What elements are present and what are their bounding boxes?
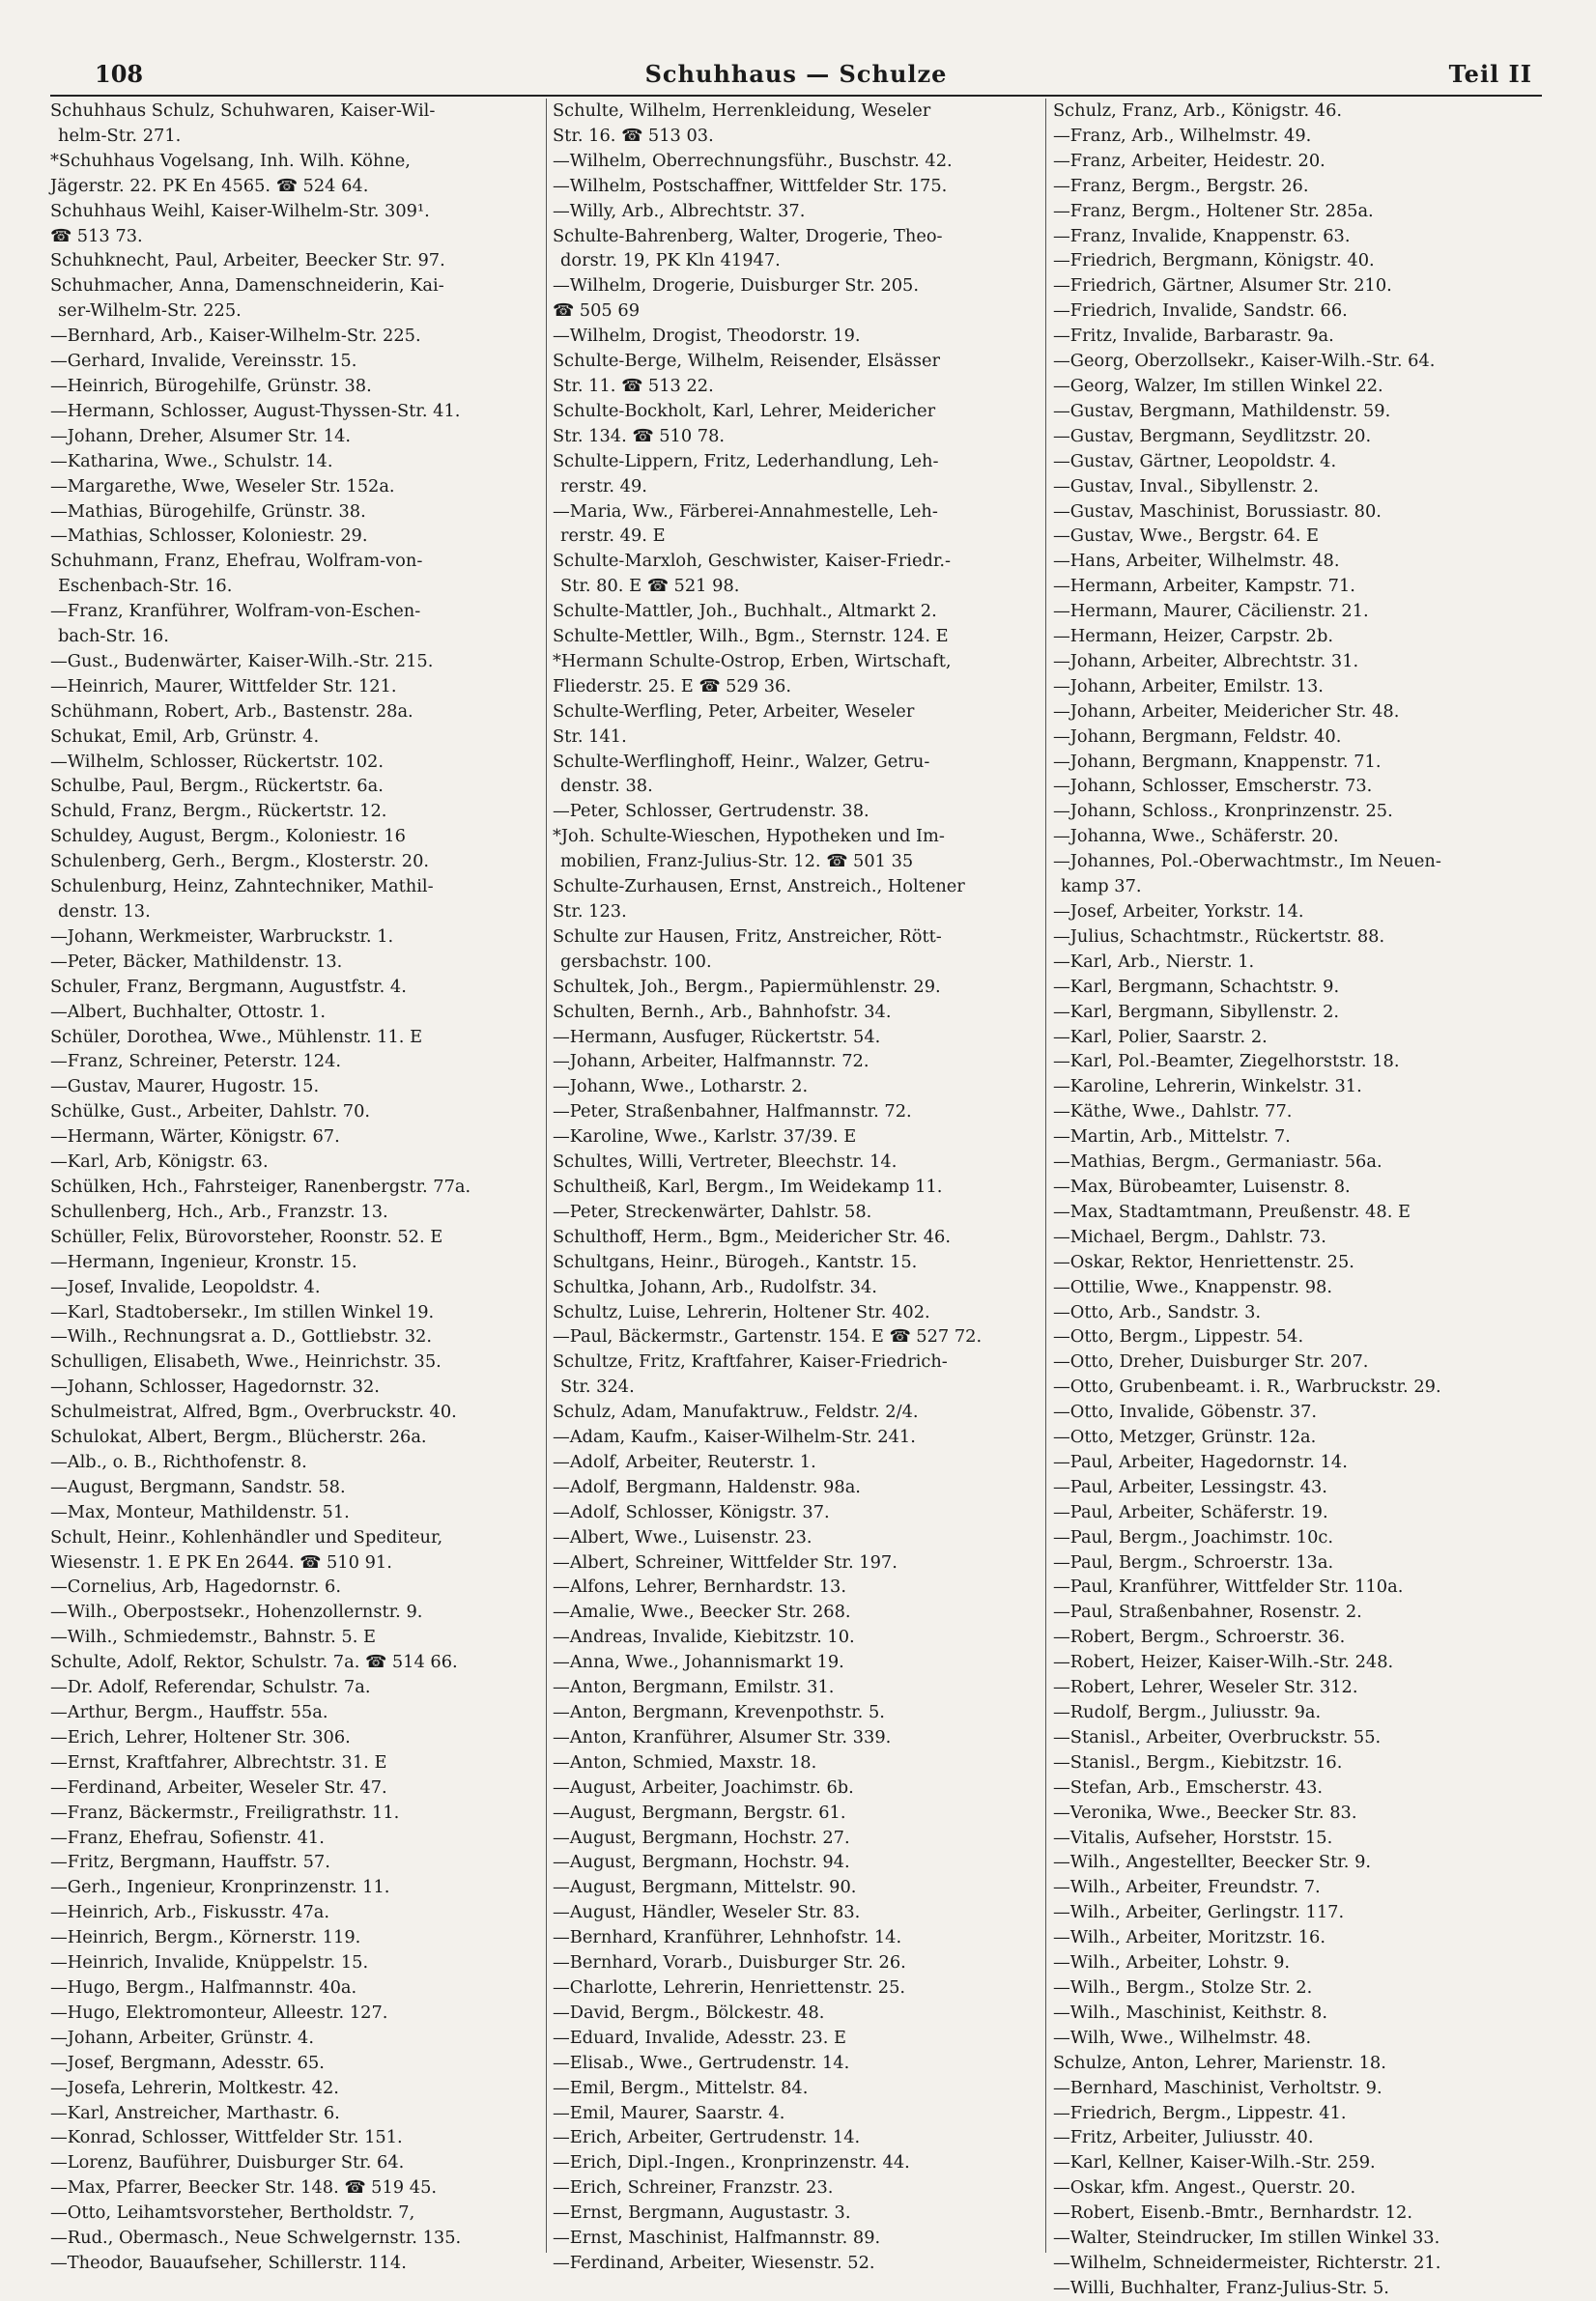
directory-line: —Albert, Buchhalter, Ottostr. 1. [50,1001,327,1022]
directory-line: Schuhhaus Schulz, Schuhwaren, Kaiser-Wil- [50,100,436,121]
directory-line: Schulte-Lippern, Fritz, Lederhandlung, Leh- [553,450,939,471]
directory-line: —Gustav, Maurer, Hugostr. 15. [50,1076,320,1097]
directory-line: *Hermann Schulte-Ostrop, Erben, Wirtschaft, [553,650,952,671]
directory-line: —Ferdinand, Arbeiter, Weseler Str. 47. [50,1776,387,1798]
directory-line: —Otto, Grubenbeamt. i. R., Warbruckstr. 29. [1053,1377,1441,1398]
directory-line: Schulz, Franz, Arb., Königstr. 46. [1053,100,1343,121]
directory-line: —Wilh., Arbeiter, Freundstr. 7. [1053,1877,1321,1898]
directory-line: —Heinrich, Bürogehilfe, Grünstr. 38. [50,375,372,396]
directory-line: —Franz, Bergm., Bergstr. 26. [1053,175,1309,196]
directory-line: —Franz, Arb., Wilhelmstr. 49. [1053,125,1312,146]
directory-line: Schulthoff, Herm., Bgm., Meidericher Str. 46. [553,1226,951,1247]
directory-line: —Bernhard, Arb., Kaiser-Wilhelm-Str. 225. [50,326,421,347]
directory-line: Schulte-Zurhausen, Ernst, Anstreich., Holtener [553,876,965,897]
directory-line: —Otto, Bergm., Lippestr. 54. [1053,1326,1304,1348]
page-header [50,56,1542,97]
directory-line: —Otto, Invalide, Göbenstr. 37. [1053,1402,1318,1423]
directory-line: Schulte, Adolf, Rektor, Schulstr. 7a. ☎ 514 66. [50,1652,458,1673]
directory-line: Schulte zur Hausen, Fritz, Anstreicher, Rött- [553,925,942,947]
directory-line: —Johann, Bergmann, Feldstr. 40. [1053,725,1342,747]
directory-line: —Julius, Schachtmstr., Rückertstr. 88. [1053,925,1385,947]
directory-line: —Franz, Arbeiter, Heidestr. 20. [1053,150,1325,171]
directory-line: —Paul, Bäckermstr., Gartenstr. 154. E ☎ 527 72. [553,1326,983,1348]
directory-line: —Johannes, Pol.-Oberwachtmstr., Im Neuen- [1053,851,1441,872]
directory-line: Schülken, Hch., Fahrsteiger, Ranenbergstr. 77a. [50,1176,471,1197]
directory-line: —Gustav, Wwe., Bergstr. 64. E [1053,526,1320,547]
directory-line: —Bernhard, Kranführer, Lehnhofstr. 14. [553,1927,902,1948]
directory-line: —Wilh., Arbeiter, Moritzstr. 16. [1053,1927,1325,1948]
directory-line: —Anton, Schmied, Maxstr. 18. [553,1751,817,1773]
directory-line: —Karl, Stadtobersekr., Im stillen Winkel 19. [50,1301,435,1322]
directory-line: Schultze, Fritz, Kraftfahrer, Kaiser-Friedrich- [553,1351,948,1373]
directory-line: Str. 134. ☎ 510 78. [553,425,726,446]
directory-line: —Josef, Invalide, Leopoldstr. 4. [50,1276,321,1297]
page-number: 108 [95,60,144,88]
directory-line: —Adam, Kaufm., Kaiser-Wilhelm-Str. 241. [553,1427,916,1448]
directory-line: —Karl, Anstreicher, Marthastr. 6. [50,2102,340,2123]
directory-line: —Hugo, Elektromonteur, Alleestr. 127. [50,2002,388,2023]
directory-line: —Hermann, Schlosser, August-Thyssen-Str. 41. [50,400,461,421]
directory-line: —Franz, Kranführer, Wolfram-von-Eschen- [50,601,421,622]
directory-line: ☎ 513 73. [50,225,143,246]
directory-line: —Wilhelm, Drogerie, Duisburger Str. 205. [553,275,920,297]
directory-line: —Hermann, Maurer, Cäcilienstr. 21. [1053,601,1369,622]
directory-line: Schulte-Werfling, Peter, Arbeiter, Weseler [553,700,915,722]
directory-line: Schulte, Wilhelm, Herrenkleidung, Weseler [553,100,931,121]
directory-line: —Johann, Arbeiter, Halfmannstr. 72. [553,1051,869,1072]
directory-line: helm-Str. 271. [58,125,182,146]
directory-line: —Hermann, Ingenieur, Kronstr. 15. [50,1251,357,1272]
directory-line: —Adolf, Arbeiter, Reuterstr. 1. [553,1451,816,1472]
directory-line: —Oskar, Rektor, Henriettenstr. 25. [1053,1251,1354,1272]
directory-line: —Johann, Dreher, Alsumer Str. 14. [50,425,352,446]
directory-line: Schultheiß, Karl, Bergm., Im Weidekamp 11. [553,1176,943,1197]
directory-line: —Karl, Polier, Saarstr. 2. [1053,1026,1268,1047]
directory-line: —Cornelius, Arb, Hagedornstr. 6. [50,1577,341,1598]
directory-line: —Amalie, Wwe., Beecker Str. 268. [553,1602,851,1623]
directory-line: Schulte-Bahrenberg, Walter, Drogerie, Theo- [553,225,943,246]
part-label: Teil II [1448,60,1532,88]
directory-line: —Franz, Schreiner, Peterstr. 124. [50,1051,342,1072]
directory-line: Schultes, Willi, Vertreter, Bleechstr. 14. [553,1151,898,1173]
directory-line: —Wilh., Arbeiter, Lohstr. 9. [1053,1952,1291,1974]
directory-line: —Wilh., Angestellter, Beecker Str. 9. [1053,1852,1372,1873]
directory-line: —Hermann, Arbeiter, Kampstr. 71. [1053,576,1355,597]
directory-line: —Paul, Arbeiter, Schäferstr. 19. [1053,1501,1328,1522]
directory-line: *Joh. Schulte-Wieschen, Hypotheken und Im- [553,826,945,847]
directory-line: Schuhmann, Franz, Ehefrau, Wolfram-von- [50,551,423,572]
directory-line: Schulze, Anton, Lehrer, Marienstr. 18. [1053,2052,1386,2073]
directory-line: —Wilhelm, Postschaffner, Wittfelder Str. 175. [553,175,948,196]
directory-line: —Wilh., Rechnungsrat a. D., Gottliebstr. 32. [50,1326,432,1348]
directory-line: Schulligen, Elisabeth, Wwe., Heinrichstr. 35. [50,1351,442,1373]
directory-line: —Albert, Schreiner, Wittfelder Str. 197. [553,1551,898,1573]
directory-line: —Gustav, Maschinist, Borussiastr. 80. [1053,500,1382,522]
directory-line: Schüller, Felix, Bürovorsteher, Roonstr. 52. E [50,1226,443,1247]
directory-line: rerstr. 49. E [560,526,666,547]
directory-line: —August, Arbeiter, Joachimstr. 6b. [553,1776,854,1798]
directory-line: Fliederstr. 25. E ☎ 529 36. [553,675,791,696]
directory-line: —Margarethe, Wwe, Weseler Str. 152a. [50,475,395,497]
directory-line: —Heinrich, Maurer, Wittfelder Str. 121. [50,675,397,696]
directory-line: —Otto, Arb., Sandstr. 3. [1053,1301,1262,1322]
directory-line: —Karl, Arb, Königstr. 63. [50,1151,269,1173]
directory-line: —Stefan, Arb., Emscherstr. 43. [1053,1776,1324,1798]
directory-line: Schulenburg, Heinz, Zahntechniker, Mathil- [50,876,434,897]
directory-line: —Heinrich, Arb., Fiskusstr. 47a. [50,1902,330,1923]
directory-line: dorstr. 19, PK Kln 41947. [560,250,781,271]
directory-line: —Georg, Oberzollsekr., Kaiser-Wilh.-Str. 64. [1053,351,1436,372]
directory-line: Str. 141. [553,725,627,747]
directory-line: bach-Str. 16. [58,626,169,647]
directory-line: —Wilh, Wwe., Wilhelmstr. 48. [1053,2027,1312,2048]
directory-line: —Martin, Arb., Mittelstr. 7. [1053,1126,1291,1148]
directory-line: Schulten, Bernh., Arb., Bahnhofstr. 34. [553,1001,892,1022]
directory-line: Schultek, Joh., Bergm., Papiermühlenstr. 29. [553,976,941,997]
directory-line: —Hermann, Ausfuger, Rückertstr. 54. [553,1026,881,1047]
directory-line: —Erich, Arbeiter, Gertrudenstr. 14. [553,2127,861,2148]
column-divider [1045,99,1046,2253]
directory-line: —Gerhard, Invalide, Vereinsstr. 15. [50,351,357,372]
directory-line: —Karoline, Wwe., Karlstr. 37/39. E [553,1126,857,1148]
directory-line: —Veronika, Wwe., Beecker Str. 83. [1053,1802,1357,1823]
directory-line: —Karl, Arb., Nierstr. 1. [1053,951,1255,972]
directory-line: —August, Bergmann, Bergstr. 61. [553,1802,846,1823]
directory-line: —Paul, Bergm., Schroerstr. 13a. [1053,1551,1334,1573]
directory-line: Str. 80. E ☎ 521 98. [560,576,740,597]
directory-line: Schult, Heinr., Kohlenhändler und Spediteur, [50,1526,443,1548]
directory-line: —Robert, Heizer, Kaiser-Wilh.-Str. 248. [1053,1652,1394,1673]
directory-line: Schulbe, Paul, Bergm., Rückertstr. 6a. [50,776,384,797]
directory-line: Eschenbach-Str. 16. [58,576,233,597]
directory-line: Schultka, Johann, Arb., Rudolfstr. 34. [553,1276,877,1297]
directory-line: ser-Wilhelm-Str. 225. [58,300,242,322]
directory-line: —Gerh., Ingenieur, Kronprinzenstr. 11. [50,1877,390,1898]
directory-line: —Johann, Arbeiter, Albrechtstr. 31. [1053,650,1359,671]
directory-line: —Erich, Schreiner, Franzstr. 23. [553,2177,834,2199]
directory-line: *Schuhhaus Vogelsang, Inh. Wilh. Köhne, [50,150,411,171]
directory-line: Schultz, Luise, Lehrerin, Holtener Str. 402. [553,1301,930,1322]
directory-line: —Stanisl., Bergm., Kiebitzstr. 16. [1053,1751,1343,1773]
directory-line: —Ernst, Kraftfahrer, Albrechtstr. 31. E [50,1751,387,1773]
directory-line: —Hermann, Wärter, Königstr. 67. [50,1126,340,1148]
directory-line: Schukat, Emil, Arb, Grünstr. 4. [50,725,320,747]
directory-line: Str. 11. ☎ 513 22. [553,375,714,396]
directory-line: —Peter, Schlosser, Gertrudenstr. 38. [553,801,869,822]
directory-line: —Ottilie, Wwe., Knappenstr. 98. [1053,1276,1332,1297]
directory-line: —Johanna, Wwe., Schäferstr. 20. [1053,826,1339,847]
directory-line: Schulte-Bockholt, Karl, Lehrer, Meidericher [553,400,936,421]
directory-line: —Maria, Ww., Färberei-Annahmestelle, Leh- [553,500,938,522]
directory-line: —Josef, Bergmann, Adesstr. 65. [50,2052,325,2073]
directory-line: —Oskar, kfm. Angest., Querstr. 20. [1053,2177,1356,2199]
directory-line: Str. 324. [560,1377,635,1398]
directory-line: —Willy, Arb., Albrechtstr. 37. [553,200,806,221]
directory-line: —Alfons, Lehrer, Bernhardstr. 13. [553,1577,847,1598]
directory-line: —Wilhelm, Drogist, Theodorstr. 19. [553,326,861,347]
directory-line: —Mathias, Bürogehilfe, Grünstr. 38. [50,500,366,522]
directory-line: —Heinrich, Bergm., Körnerstr. 119. [50,1927,361,1948]
directory-line: —Theodor, Bauaufseher, Schillerstr. 114. [50,2252,407,2273]
directory-line: —Michael, Bergm., Dahlstr. 73. [1053,1226,1326,1247]
directory-line: —Johann, Arbeiter, Meidericher Str. 48. [1053,700,1400,722]
directory-line: —Wilhelm, Schlosser, Rückertstr. 102. [50,751,385,772]
column-right [1053,99,1546,2298]
directory-line: —Adolf, Bergmann, Haldenstr. 98a. [553,1476,861,1497]
directory-line: —Friedrich, Invalide, Sandstr. 66. [1053,300,1348,322]
directory-line: —Karl, Pol.-Beamter, Ziegelhorststr. 18. [1053,1051,1400,1072]
directory-line: —Gustav, Bergmann, Mathildenstr. 59. [1053,400,1391,421]
directory-line: —Hermann, Heizer, Carpstr. 2b. [1053,626,1333,647]
directory-line: —Franz, Bäckermstr., Freiligrathstr. 11. [50,1802,400,1823]
directory-line: —Katharina, Wwe., Schulstr. 14. [50,450,333,471]
directory-line: —Gustav, Gärtner, Leopoldstr. 4. [1053,450,1337,471]
directory-line: Schulz, Adam, Manufaktruw., Feldstr. 2/4. [553,1402,919,1423]
directory-line: —Robert, Lehrer, Weseler Str. 312. [1053,1677,1358,1698]
directory-line: —Anton, Bergmann, Krevenpothstr. 5. [553,1702,885,1722]
directory-line: —Fritz, Arbeiter, Juliusstr. 40. [1053,2127,1314,2148]
directory-line: —Anton, Kranführer, Alsumer Str. 339. [553,1726,892,1747]
directory-line: —August, Bergmann, Hochstr. 27. [553,1827,850,1848]
directory-line: Schulokat, Albert, Bergm., Blücherstr. 26a. [50,1427,427,1448]
directory-line: —Emil, Bergm., Mittelstr. 84. [553,2077,809,2098]
directory-line: —Elisab., Wwe., Gertrudenstr. 14. [553,2052,850,2073]
directory-line: —Heinrich, Invalide, Knüppelstr. 15. [50,1952,369,1974]
directory-line: rerstr. 49. [560,475,647,497]
directory-line: —David, Bergm., Bölckestr. 48. [553,2002,825,2023]
directory-line: —Rud., Obermasch., Neue Schwelgernstr. 135. [50,2228,462,2249]
directory-line: —Adolf, Schlosser, Königstr. 37. [553,1501,830,1522]
directory-line: —Gustav, Bergmann, Seydlitzstr. 20. [1053,425,1372,446]
directory-line: —Rudolf, Bergm., Juliusstr. 9a. [1053,1702,1322,1722]
directory-line: —Wilhelm, Schneidermeister, Richterstr. 21. [1053,2252,1441,2273]
directory-line: Schulte-Berge, Wilhelm, Reisender, Elsässer [553,351,940,372]
column-divider [546,99,547,2253]
directory-line: —Alb., o. B., Richthofenstr. 8. [50,1451,307,1472]
directory-line: Str. 123. [553,901,627,922]
directory-line: —Ferdinand, Arbeiter, Wiesenstr. 52. [553,2252,875,2273]
directory-line: —Paul, Arbeiter, Hagedornstr. 14. [1053,1451,1348,1472]
directory-line: Schuhmacher, Anna, Damenschneiderin, Kai- [50,275,444,297]
directory-line: Schuler, Franz, Bergmann, Augustfstr. 4. [50,976,407,997]
directory-line: Schuhhaus Weihl, Kaiser-Wilhelm-Str. 309¹. [50,200,430,221]
directory-line: —Wilh., Schmiedemstr., Bahnstr. 5. E [50,1627,377,1648]
directory-line: —Andreas, Invalide, Kiebitzstr. 10. [553,1627,855,1648]
directory-line: —Max, Stadtamtmann, Preußenstr. 48. E [1053,1201,1411,1222]
directory-line: —Anna, Wwe., Johannismarkt 19. [553,1652,844,1673]
directory-line: —Johann, Schlosser, Emscherstr. 73. [1053,776,1373,797]
directory-line: Schulte-Mettler, Wilh., Bgm., Sternstr. 124. E [553,626,949,647]
directory-line: —Franz, Ehefrau, Sofienstr. 41. [50,1827,325,1848]
directory-line: —Erich, Lehrer, Holtener Str. 306. [50,1726,351,1747]
directory-line: —Johann, Schlosser, Hagedornstr. 32. [50,1377,380,1398]
directory-line: —Paul, Kranführer, Wittfelder Str. 110a. [1053,1577,1404,1598]
directory-line: —Johann, Arbeiter, Emilstr. 13. [1053,675,1324,696]
directory-line: —Gustav, Inval., Sibyllenstr. 2. [1053,475,1320,497]
directory-line: —Konrad, Schlosser, Wittfelder Str. 151. [50,2127,403,2148]
directory-line: —Mathias, Schlosser, Koloniestr. 29. [50,526,368,547]
directory-line: —Max, Pfarrer, Beecker Str. 148. ☎ 519 45. [50,2177,438,2199]
directory-line: Schülke, Gust., Arbeiter, Dahlstr. 70. [50,1101,371,1122]
directory-line: —August, Bergmann, Hochstr. 94. [553,1852,850,1873]
directory-line: —Paul, Arbeiter, Lessingstr. 43. [1053,1476,1327,1497]
directory-line: —Käthe, Wwe., Dahlstr. 77. [1053,1101,1293,1122]
directory-line: —Max, Monteur, Mathildenstr. 51. [50,1501,350,1522]
directory-line: mobilien, Franz-Julius-Str. 12. ☎ 501 35 [560,851,914,872]
directory-line: —August, Bergmann, Mittelstr. 90. [553,1877,857,1898]
directory-line: —Mathias, Bergm., Germaniastr. 56a. [1053,1151,1382,1173]
directory-line: —Friedrich, Gärtner, Alsumer Str. 210. [1053,275,1392,297]
directory-line: —Hugo, Bergm., Halfmannstr. 40a. [50,1976,357,1998]
directory-line: Schulenberg, Gerh., Bergm., Klosterstr. 20. [50,851,430,872]
directory-line: —Walter, Steindrucker, Im stillen Winkel 33. [1053,2228,1440,2249]
directory-line: —Vitalis, Aufseher, Horststr. 15. [1053,1827,1333,1848]
directory-line: —Lorenz, Bauführer, Duisburger Str. 64. [50,2152,405,2173]
directory-line: —Paul, Bergm., Joachimstr. 10c. [1053,1526,1334,1548]
directory-line: Schulte-Marxloh, Geschwister, Kaiser-Friedr.- [553,551,952,572]
directory-line: —Stanisl., Arbeiter, Overbruckstr. 55. [1053,1726,1382,1747]
directory-line: —Erich, Dipl.-Ingen., Kronprinzenstr. 44. [553,2152,910,2173]
directory-line: Schüler, Dorothea, Wwe., Mühlenstr. 11. E [50,1026,423,1047]
directory-line: —Ernst, Maschinist, Halfmannstr. 89. [553,2228,881,2249]
directory-line: —Peter, Straßenbahner, Halfmannstr. 72. [553,1101,912,1122]
directory-line: —Friedrich, Bergm., Lippestr. 41. [1053,2102,1347,2123]
directory-line: Schulte-Mattler, Joh., Buchhalt., Altmarkt 2. [553,601,937,622]
directory-line: —Bernhard, Vorarb., Duisburger Str. 26. [553,1952,906,1974]
directory-line: —Charlotte, Lehrerin, Henriettenstr. 25. [553,1976,906,1998]
directory-line: Schuld, Franz, Bergm., Rückertstr. 12. [50,801,387,822]
directory-line: —Johann, Bergmann, Knappenstr. 71. [1053,751,1382,772]
directory-line: —August, Bergmann, Sandstr. 58. [50,1476,346,1497]
directory-line: —Wilh., Maschinist, Keithstr. 8. [1053,2002,1327,2023]
directory-line: Schullenberg, Hch., Arb., Franzstr. 13. [50,1201,388,1222]
directory-line: Str. 16. ☎ 513 03. [553,125,714,146]
directory-line: Jägerstr. 22. PK En 4565. ☎ 524 64. [50,175,369,196]
directory-line: ☎ 505 69 [553,300,641,322]
directory-line: —Wilh., Oberpostsekr., Hohenzollernstr. 9. [50,1602,423,1623]
directory-line: —Peter, Bäcker, Mathildenstr. 13. [50,951,343,972]
directory-line: —Josef, Arbeiter, Yorkstr. 14. [1053,901,1304,922]
directory-line: —Willi, Buchhalter, Franz-Julius-Str. 5. [1053,2277,1389,2298]
directory-line: Schuhknecht, Paul, Arbeiter, Beecker Str. 97. [50,250,445,271]
directory-line: —Otto, Metzger, Grünstr. 12a. [1053,1427,1317,1448]
directory-line: —Otto, Dreher, Duisburger Str. 207. [1053,1351,1369,1373]
directory-line: —Karl, Bergmann, Schachtstr. 9. [1053,976,1340,997]
directory-line: Schultgans, Heinr., Bürogeh., Kantstr. 15. [553,1251,918,1272]
directory-line: —August, Händler, Weseler Str. 83. [553,1902,861,1923]
column-middle [553,99,1036,2273]
directory-line: gersbachstr. 100. [560,951,712,972]
directory-line: —Josefa, Lehrerin, Moltkestr. 42. [50,2077,339,2098]
directory-line: —Albert, Wwe., Luisenstr. 23. [553,1526,812,1548]
directory-line: Schulte-Werflinghoff, Heinr., Walzer, Getru- [553,751,930,772]
directory-line: —Otto, Leihamtsvorsteher, Bertholdstr. 7, [50,2202,415,2224]
directory-line: —Hans, Arbeiter, Wilhelmstr. 48. [1053,551,1340,572]
directory-line: —Georg, Walzer, Im stillen Winkel 22. [1053,375,1383,396]
directory-line: —Karoline, Lehrerin, Winkelstr. 31. [1053,1076,1362,1097]
directory-line: —Anton, Bergmann, Emilstr. 31. [553,1677,835,1698]
directory-line: —Ernst, Bergmann, Augustastr. 3. [553,2202,851,2224]
directory-line: —Wilh., Arbeiter, Gerlingstr. 117. [1053,1902,1345,1923]
directory-line: —Johann, Wwe., Lotharstr. 2. [553,1076,809,1097]
directory-line: —Franz, Invalide, Knappenstr. 63. [1053,225,1351,246]
directory-line: denstr. 13. [58,901,151,922]
directory-line: —Arthur, Bergm., Hauffstr. 55a. [50,1702,328,1722]
directory-line: —Peter, Streckenwärter, Dahlstr. 58. [553,1201,872,1222]
directory-line: —Wilhelm, Oberrechnungsführ., Buschstr. 42. [553,150,953,171]
directory-line: Schühmann, Robert, Arb., Bastenstr. 28a. [50,700,413,722]
directory-line: —Bernhard, Maschinist, Verholtstr. 9. [1053,2077,1382,2098]
directory-line: —Max, Bürobeamter, Luisenstr. 8. [1053,1176,1351,1197]
directory-line: Schuldey, August, Bergm., Koloniestr. 16 [50,826,406,847]
running-title: Schuhhaus — Schulze [644,60,948,88]
directory-line: —Eduard, Invalide, Adesstr. 23. E [553,2027,846,2048]
directory-line: —Fritz, Invalide, Barbarastr. 9a. [1053,326,1334,347]
directory-line: kamp 37. [1061,876,1142,897]
directory-line: —Karl, Bergmann, Sibyllenstr. 2. [1053,1001,1340,1022]
directory-line: —Gust., Budenwärter, Kaiser-Wilh.-Str. 215. [50,650,434,671]
directory-line: —Karl, Kellner, Kaiser-Wilh.-Str. 259. [1053,2152,1376,2173]
directory-line: denstr. 38. [560,776,653,797]
directory-line: —Paul, Straßenbahner, Rosenstr. 2. [1053,1602,1362,1623]
directory-line: —Johann, Schloss., Kronprinzenstr. 25. [1053,801,1393,822]
directory-line: —Fritz, Bergmann, Hauffstr. 57. [50,1852,330,1873]
directory-line: —Dr. Adolf, Referendar, Schulstr. 7a. [50,1677,371,1698]
directory-line: —Emil, Maurer, Saarstr. 4. [553,2102,785,2123]
directory-line: Wiesenstr. 1. E PK En 2644. ☎ 510 91. [50,1551,392,1573]
directory-line: —Friedrich, Bergmann, Königstr. 40. [1053,250,1375,271]
directory-line: —Johann, Arbeiter, Grünstr. 4. [50,2027,315,2048]
directory-line: —Robert, Eisenb.-Bmtr., Bernhardstr. 12. [1053,2202,1412,2224]
directory-line: —Johann, Werkmeister, Warbruckstr. 1. [50,925,394,947]
column-left [50,99,543,2273]
directory-line: —Wilh., Bergm., Stolze Str. 2. [1053,1976,1313,1998]
directory-line: —Franz, Bergm., Holtener Str. 285a. [1053,200,1374,221]
directory-line: Schulmeistrat, Alfred, Bgm., Overbruckstr. 40. [50,1402,457,1423]
directory-line: —Robert, Bergm., Schroerstr. 36. [1053,1627,1346,1648]
